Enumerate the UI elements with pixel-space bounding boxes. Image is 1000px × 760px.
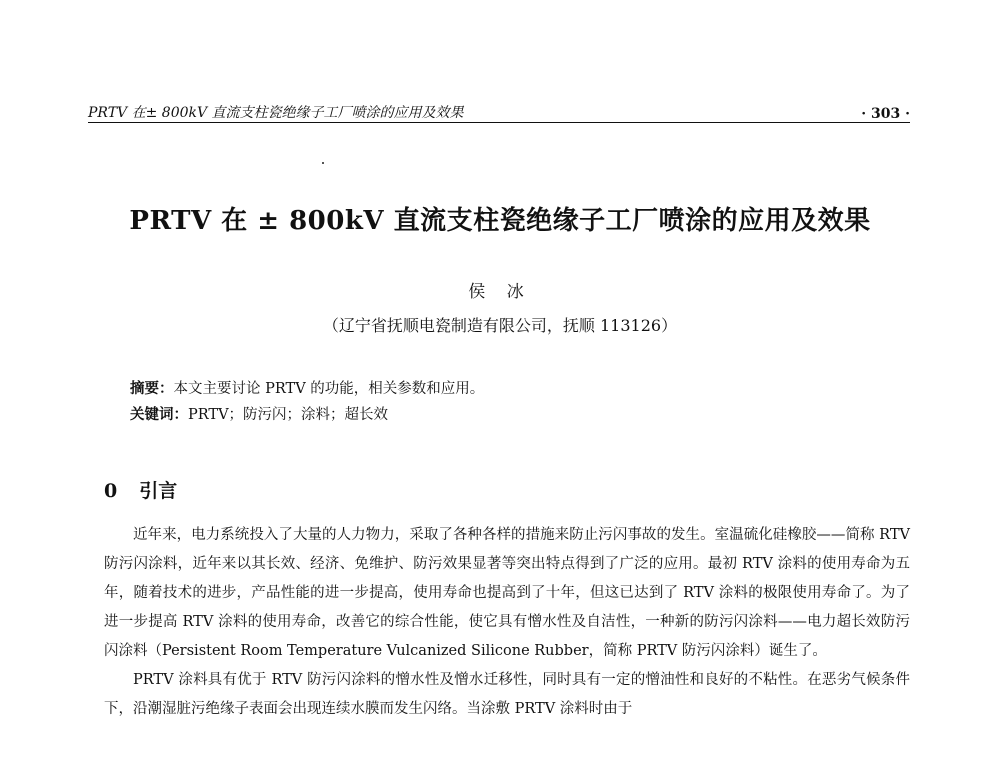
keywords [130,403,388,424]
stray-dot [322,162,324,164]
author-affiliation: （辽宁省抚顺电瓷制造有限公司，抚顺 113126） [322,316,678,335]
section-number: 0 [104,480,118,502]
abstract-label: 摘要： [130,380,174,397]
author-name: 侯 冰 [468,282,532,302]
running-header [88,98,910,123]
body-text [104,521,910,724]
keywords-text: PRTV；防污闪；涂料；超长效 [188,407,389,423]
running-title: PRTV 在± 800kV 直流支柱瓷绝缘子工厂喷涂的应用及效果 [88,105,464,121]
abstract-text: 本文主要讨论 PRTV 的功能，相关参数和应用。 [173,381,485,397]
section-heading [104,476,177,503]
article-title: PRTV 在 ± 800kV 直流支柱瓷绝缘子工厂喷涂的应用及效果 [129,206,871,236]
section-title: 引言 [139,480,178,502]
page-number: · 303 · [861,106,910,122]
abstract [130,377,484,398]
paragraph-2: PRTV 涂料具有优于 RTV 防污闪涂料的憎水性及憎水迁移性，同时具有一定的憎油性和良好的不粘性。在恶劣气候条件下，沿潮湿脏污绝缘子表面会出现连续水膜而发生闪络。当涂敷 PRTV 涂料时由于 [104,672,910,717]
paragraph-1: 近年来，电力系统投入了大量的人力物力，采取了各种各样的措施来防止污闪事故的发生。室温硫化硅橡胶——简称 RTV 防污闪涂料，近年来以其长效、经济、免维护、防污效果显著等突出特点得到了广泛的应用。最初 RTV 涂料的使用寿命为五年，随着技术的进步，产品性能的进一步提高，使用寿命也提高到了十年，但这已达到了 RTV 涂料的极限使用寿命了。为了进一步提高 RTV 涂料的使用寿命，改善它的综合性能，使它具有憎水性及自洁性，一种新的防污闪涂料——电力超长效防污闪涂料（Persistent Room Temperature Vulcanized Silicone Rubber，简称 PRTV 防污闪涂料）诞生了。 [104,527,910,659]
keywords-label: 关键词： [130,406,188,423]
